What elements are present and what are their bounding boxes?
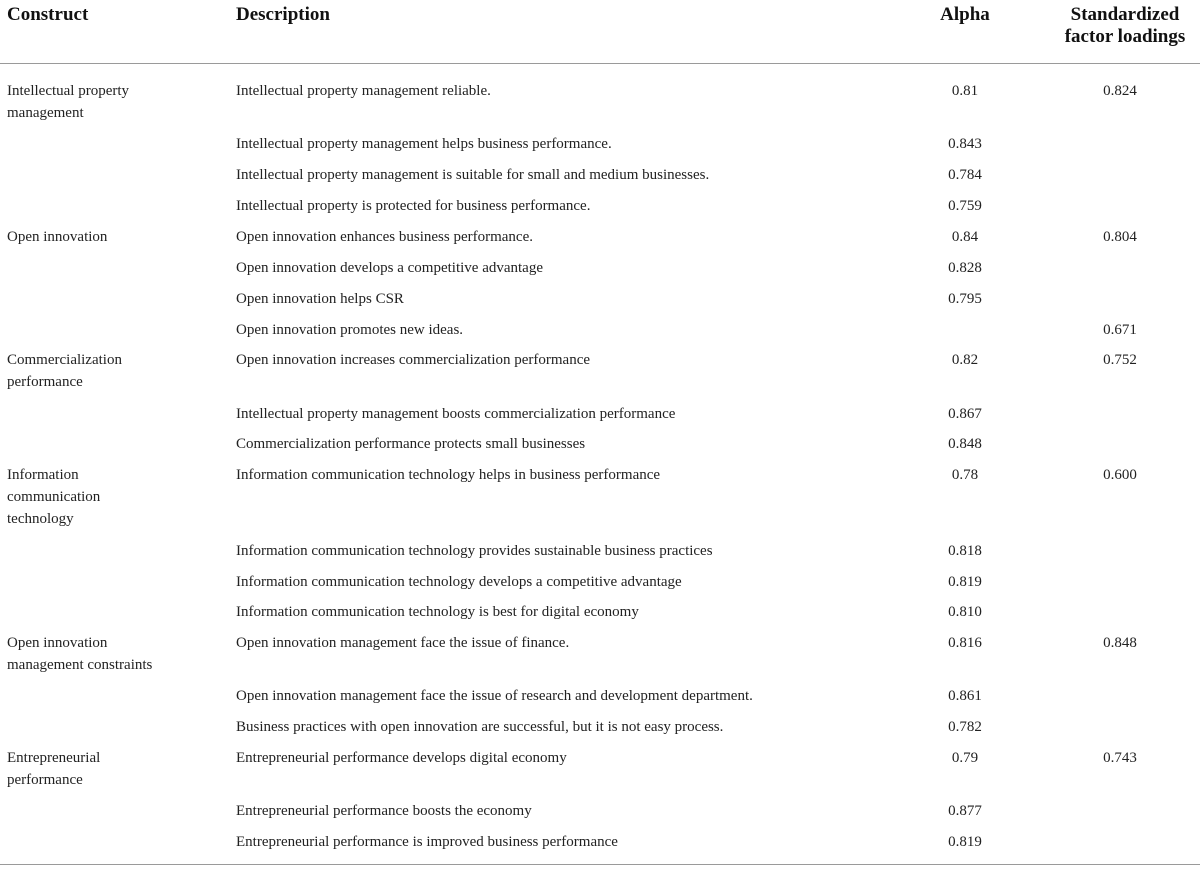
description-cell: Entrepreneurial performance boosts the economy [236,803,532,819]
alpha-cell: 0.816 [948,635,982,651]
alpha-cell: 0.819 [948,834,982,850]
construct-cell [7,464,222,530]
factor-loading-cell: 0.671 [1103,322,1137,338]
alpha-cell: 0.782 [948,719,982,735]
construct-line: Open innovation [7,635,108,651]
alpha-cell: 0.795 [948,291,982,307]
factor-loading-cell: 0.848 [1103,635,1137,651]
description-cell: Open innovation helps CSR [236,291,404,307]
construct-line: management constraints [7,657,153,673]
header-description: Description [236,4,330,25]
description-cell: Information communication technology helps in business performance [236,467,661,483]
description-cell: Business practices with open innovation are successful, but it is not easy process. [236,719,724,735]
alpha-cell: 0.82 [951,352,979,368]
alpha-cell: 0.819 [948,574,982,590]
table-bottom-rule [0,864,1200,865]
construct-line: Entrepreneurial [7,750,101,766]
description-cell: Intellectual property management is suitable for small and medium businesses. [236,167,710,183]
construct-line: performance [7,772,83,788]
factor-loading-cell: 0.804 [1103,229,1137,245]
description-cell: Open innovation develops a competitive advantage [236,260,543,276]
description-cell: Open innovation increases commercialization performance [236,352,591,368]
alpha-cell: 0.818 [948,543,982,559]
description-cell: Intellectual property is protected for business performance. [236,198,591,214]
description-cell: Intellectual property management reliable. [236,83,491,99]
construct-line: performance [7,374,83,390]
factor-loading-cell: 0.824 [1103,83,1137,99]
header-divider [0,63,1200,64]
description-cell: Open innovation management face the issue of finance. [236,635,570,651]
description-cell: Information communication technology is best for digital economy [236,604,639,620]
description-cell: Open innovation management face the issue of research and development department. [236,688,753,704]
description-cell: Open innovation enhances business performance. [236,229,533,245]
description-cell: Intellectual property management helps business performance. [236,136,612,152]
alpha-cell: 0.84 [951,229,979,245]
description-cell: Information communication technology provides sustainable business practices [236,543,713,559]
construct-line: communication [7,489,101,505]
construct-cell [7,747,222,791]
header-alpha: Alpha [940,4,990,25]
factor-loading-cell: 0.743 [1103,750,1137,766]
construct-cell [7,80,222,124]
factor-loading-cell: 0.600 [1103,467,1137,483]
construct-cell [7,632,222,676]
header-sfl-line2: factor loadings [1064,26,1186,47]
construct-line: Open innovation [7,229,108,245]
construct-line: technology [7,511,74,527]
description-cell: Entrepreneurial performance is improved business performance [236,834,618,850]
description-cell: Commercialization performance protects small businesses [236,436,586,452]
construct-line: Information [7,467,79,483]
alpha-cell: 0.848 [948,436,982,452]
header-sfl-line1: Standardized [1070,4,1180,25]
alpha-cell: 0.843 [948,136,982,152]
alpha-cell: 0.867 [948,406,982,422]
description-cell: Intellectual property management boosts commercialization performance [236,406,676,422]
construct-cell [7,226,222,248]
alpha-cell: 0.759 [948,198,982,214]
description-cell: Information communication technology develops a competitive advantage [236,574,682,590]
alpha-cell: 0.828 [948,260,982,276]
alpha-cell: 0.861 [948,688,982,704]
alpha-cell: 0.79 [951,750,979,766]
header-construct: Construct [7,4,89,25]
alpha-cell: 0.784 [948,167,982,183]
alpha-cell: 0.877 [948,803,982,819]
construct-line: Intellectual property [7,83,130,99]
description-cell: Entrepreneurial performance develops digital economy [236,750,567,766]
construct-cell [7,349,222,393]
factor-loading-cell: 0.752 [1103,352,1137,368]
description-cell: Open innovation promotes new ideas. [236,322,464,338]
alpha-cell: 0.81 [951,83,979,99]
alpha-cell: 0.810 [948,604,982,620]
construct-line: management [7,105,84,121]
header-standardized-factor-loadings [1058,4,1192,48]
alpha-cell: 0.78 [951,467,979,483]
construct-line: Commercialization [7,352,122,368]
